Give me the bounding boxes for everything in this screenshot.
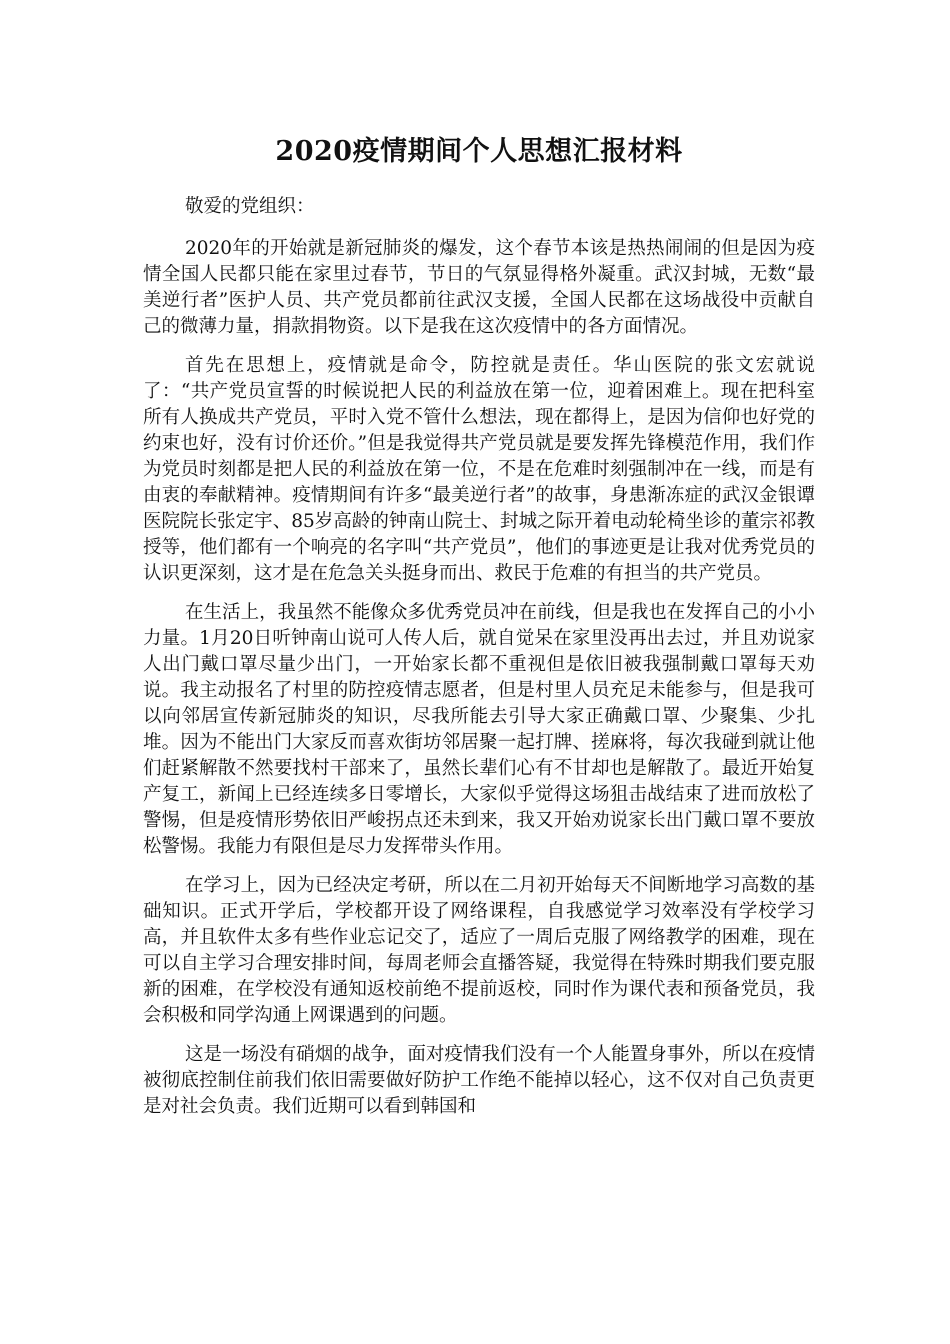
paragraph-5: 这是一场没有硝烟的战争，面对疫情我们没有一个人能置身事外，所以在疫情被彻底控制住前我们依旧需要做好防护工作绝不能掉以轻心，这不仅对自己负责更是对社会负责。我们近期可以看到韩国和	[143, 1044, 815, 1117]
paragraph-2: 首先在思想上，疫情就是命令，防控就是责任。华山医院的张文宏就说了：“共产党员宣誓的时候说把人民的利益放在第一位，迎着困难上。现在把科室所有人换成共产党员，平时入党不管什么想法，现在都得上，是因为信仰也好党的约束也好，没有讨价还价。”但是我觉得共产党员就是要发挥先锋模范作用，我们作为党员时刻都是把人民的利益放在第一位，不是在危难时刻强制冲在一线，而是有由衷的奉献精神。疫情期间有许多“最美逆行者”的故事，身患渐冻症的武汉金银谭医院院长张定宇、85岁高龄的钟南山院士、封城之际开着电动轮椅坐诊的董宗祁教授等，他们都有一个响亮的名字叫“共产党员”，他们的事迹更是让我对优秀党员的认识更深刻，这才是在危急关头挺身而出、救民于危难的有担当的共产党员。	[143, 355, 815, 584]
paragraph-1: 2020年的开始就是新冠肺炎的爆发，这个春节本该是热热闹闹的但是因为疫情全国人民都只能在家里过春节，节日的气氛显得格外凝重。武汉封城，无数“最美逆行者”医护人员、共产党员都前往武汉支援，全国人民都在这场战役中贡献自己的微薄力量，捐款捐物资。以下是我在这次疫情中的各方面情况。	[143, 238, 815, 337]
document-page	[143, 130, 815, 1133]
paragraph-4: 在学习上，因为已经决定考研，所以在二月初开始每天不间断地学习高数的基础知识。正式开学后，学校都开设了网络课程，自我感觉学习效率没有学校学习高，并且软件太多有些作业忘记交了，适应了一周后克服了网络教学的困难，现在可以自主学习合理安排时间，每周老师会直播答疑，我觉得在特殊时期我们要克服新的困难，在学校没有通知返校前绝不提前返校，同时作为课代表和预备党员，我会积极和同学沟通上网课遇到的问题。	[143, 875, 815, 1026]
document-title: 2020疫情期间个人思想汇报材料	[275, 136, 683, 167]
paragraph-3: 在生活上，我虽然不能像众多优秀党员冲在前线，但是我也在发挥自己的小小力量。1月20日听钟南山说可人传人后，就自觉呆在家里没再出去过，并且劝说家人出门戴口罩尽量少出门，一开始家长都不重视但是依旧被我强制戴口罩每天劝说。我主动报名了村里的防控疫情志愿者，但是村里人员充足未能参与，但是我可以向邻居宣传新冠肺炎的知识，尽我所能去引导大家正确戴口罩、少聚集、少扎堆。因为不能出门大家反而喜欢街坊邻居聚一起打牌、搓麻将，每次我碰到就让他们赶紧解散不然要找村干部来了，虽然长辈们心有不甘却也是解散了。最近开始复产复工，新闻上已经连续多日零增长，大家似乎觉得这场狙击战结束了进而放松了警惕，但是疫情形势依旧严峻拐点还未到来，我又开始劝说家长出门戴口罩不要放松警惕。我能力有限但是尽力发挥带头作用。	[143, 602, 815, 857]
salutation: 敬爱的党组织：	[185, 196, 315, 217]
